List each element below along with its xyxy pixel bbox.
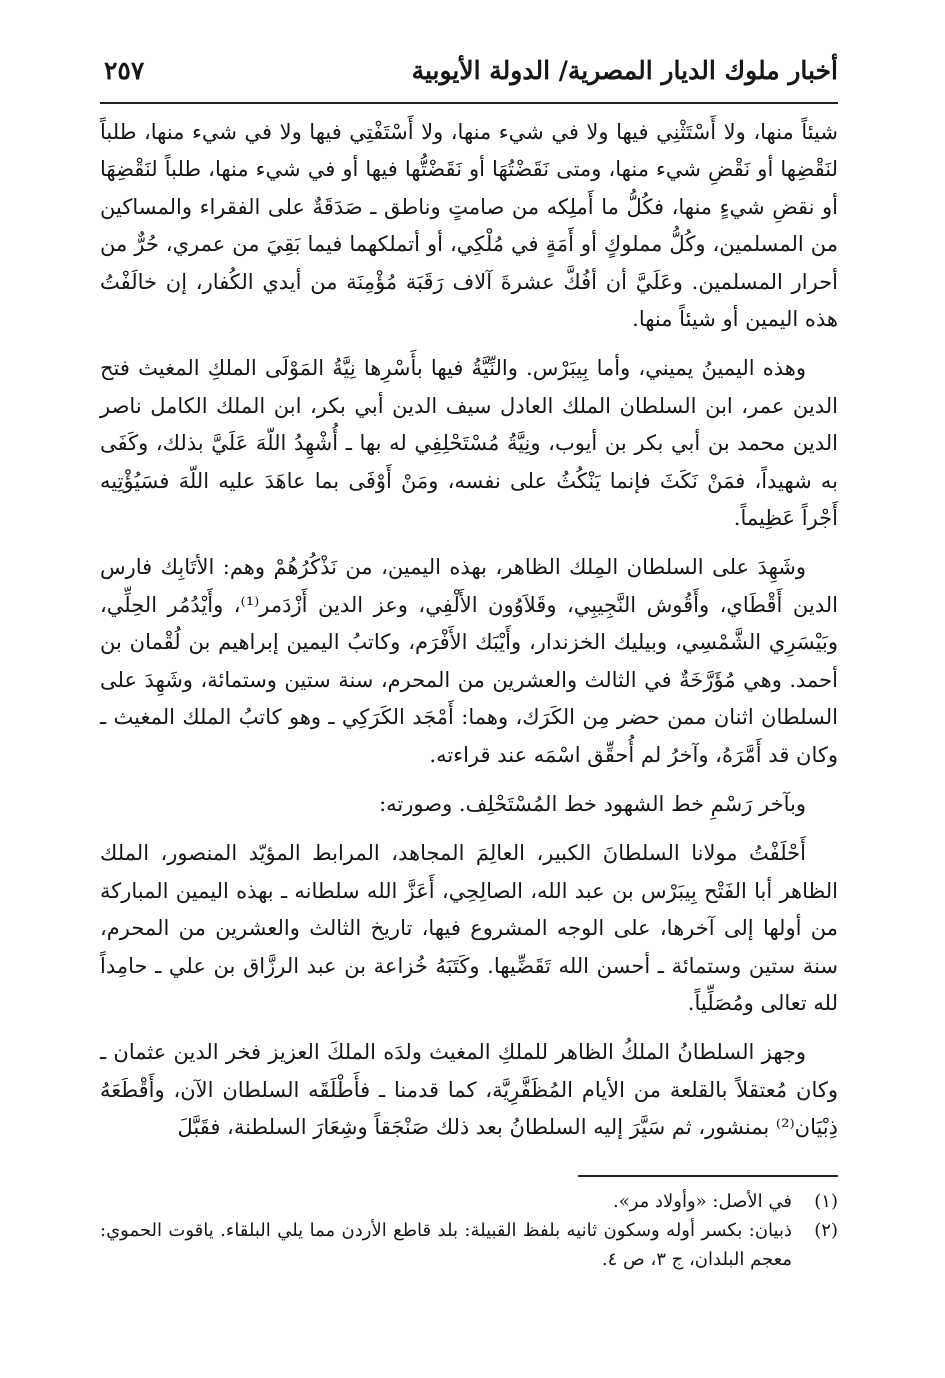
footnote-number: (١) xyxy=(814,1190,838,1212)
footnote-text: في الأصل: «وأولاد مر». xyxy=(612,1190,792,1212)
footnote-number: (٢) xyxy=(814,1219,838,1241)
paragraph-oath-intent: وهذه اليمينُ يميني، وأما بِيبَرْس. والنِّيَّةُ فيها بأَسْرِها نِيَّةُ المَوْلَى الملكِ المغيث فتح الدين عمر، ابن السلطان الملك العادل سيف الدين أبي بكر، ابن الملك الكامل ناصر الدين محمد بن أبي بكر بن أيوب، ونِيَّةُ مُسْتَحْلِفِي له بها ـ أُشْهِدُ اللّهَ عَلَيَّ بذلك، وكَفَى به شهيداً، فمَنْ نَكَثَ فإنما يَنْكُثُ على نفسه، ومَنْ أَوْفَى بما عاهَدَ عليه اللّهَ فسَيُؤْتِيه أَجْراً عَظِيماً. xyxy=(100,356,838,531)
running-title: أخبار ملوك الديار المصرية/ الدولة الأيوبية xyxy=(411,56,838,85)
footnotes xyxy=(100,1187,838,1274)
footnote-text: ذبيان: بكسر أوله وسكون ثانيه بلفظ القبيلة: بلد قاطع الأردن مما يلي البلقاء. ياقوت الحموي: معجم البلدان، ج ٣، ص ٤. xyxy=(100,1219,792,1270)
footnote-rule xyxy=(578,1175,838,1177)
footnote-1 xyxy=(100,1187,838,1216)
paragraph-witnesses: وشَهِدَ على السلطان المِلك الظاهر، بهذه اليمين، من نَذْكُرُهُمْ وهم: الأتَابِك فارس الدين أَقْطَاي، وأَقُوش النَّجِيبِي، وقَلاَوُون الأَلْفِي، وعز الدين أَزْدَمر⁽¹⁾، وأَيْدُمُر الحِلِّي، وبَيْسَرِي الشَّمْسِي، وبيليك الخزندار، وأَيْبَك الأَفْرَم، وكاتبُ اليمين إبراهيم بن لُقْمان بن أحمد. وهي مُؤَرَّخَةٌ في الثالث والعشرين من المحرم، سنة ستين وستمائة، وشَهِدَ على السلطان اثنان ممن حضر مِن الكَرَك، وهما: أَمْجَد الكَرَكِي ـ وهو كاتبُ الملك المغيث ـ وكان قد أَمَّرَهُ، وآخرُ لم أُحقِّق اسْمَه عند قراءته. xyxy=(100,555,838,767)
paragraph-oath-conditions: شيئاً منها، ولا أَسْتَثْنِي فيها ولا في شيء منها، ولا أَسْتَفْتِي فيها ولا في شيء منها، طلباً لنَقْضِها أو نَقْضِ شيء منها، ومتى نَقَضْتُهَا أو نَقَضْتُّها فيها أو في شيء منها، طلباً لنَقْضِهَا أو نقضِ شيءٍ منها، فكُلُّ ما أَملِكه من صامتٍ وناطق ـ صَدَقَةٌ على الفقراء والمساكين من المسلمين، وكُلُّ مملوكٍ أو أَمَةٍ في مُلْكِي، أو أتملكهما فيما بَقِيَ من عمري، حُرٌّ من أحرار المسلمين. وعَلَيَّ أن أفُكَّ عشرةَ آلاف رَقَبَة مُؤْمِنَة من أيدي الكُفار، إن خالَفْتُ هذه اليمين أو شيئاً منها. xyxy=(100,120,838,332)
footnote-2 xyxy=(100,1216,838,1274)
body-text xyxy=(100,114,838,1147)
header-rule xyxy=(100,102,838,104)
paragraph-administrator-note: وبآخر رَسْمِ خط الشهود خط المُسْتَحْلِف. وصورته: xyxy=(379,791,806,816)
page-number: ٢٥٧ xyxy=(104,56,145,85)
book-page xyxy=(100,56,838,1274)
paragraph-administrator-text: أَحْلَفْتُ مولانا السلطانَ الكبير، العالِمَ المجاهد، المرابط المؤيّد المنصور، الملك الظاهر أبا الفَتْح بِيبَرْس بن عبد الله، الصالِحِي، أَعَزَّ الله سلطانه ـ بهذه اليمين المباركة من أولها إلى آخرها، على الوجه المشروع فيها، تاريخ الثالث والعشرين من المحرم، سنة ستين وستمائة ـ أحسن الله تَقَضِّيها. وكَتَبَهُ خُزاعة بن عبد الرزَّاق بن علي ـ حامِداً لله تعالى ومُصَلِّياً. xyxy=(100,841,838,1015)
running-header xyxy=(100,56,838,100)
paragraph-prince-uthman: وجهز السلطانُ الملكُ الظاهر للملكِ المغيث ولدَه الملكَ العزيز فخر الدين عثمان ـ وكان مُعتقلاً بالقلعة من الأيام المُظَفَّرِيَّة، كما قدمنا ـ فأَطْلَقَه السلطان الآن، وأَقْطَعَهُ ذِبْيَان⁽²⁾ بمنشور، ثم سَيَّرَ إليه السلطانُ بعد ذلك صَنْجَقاً وشِعَارَ السلطنة، فقَبَّلَ xyxy=(100,1040,838,1140)
